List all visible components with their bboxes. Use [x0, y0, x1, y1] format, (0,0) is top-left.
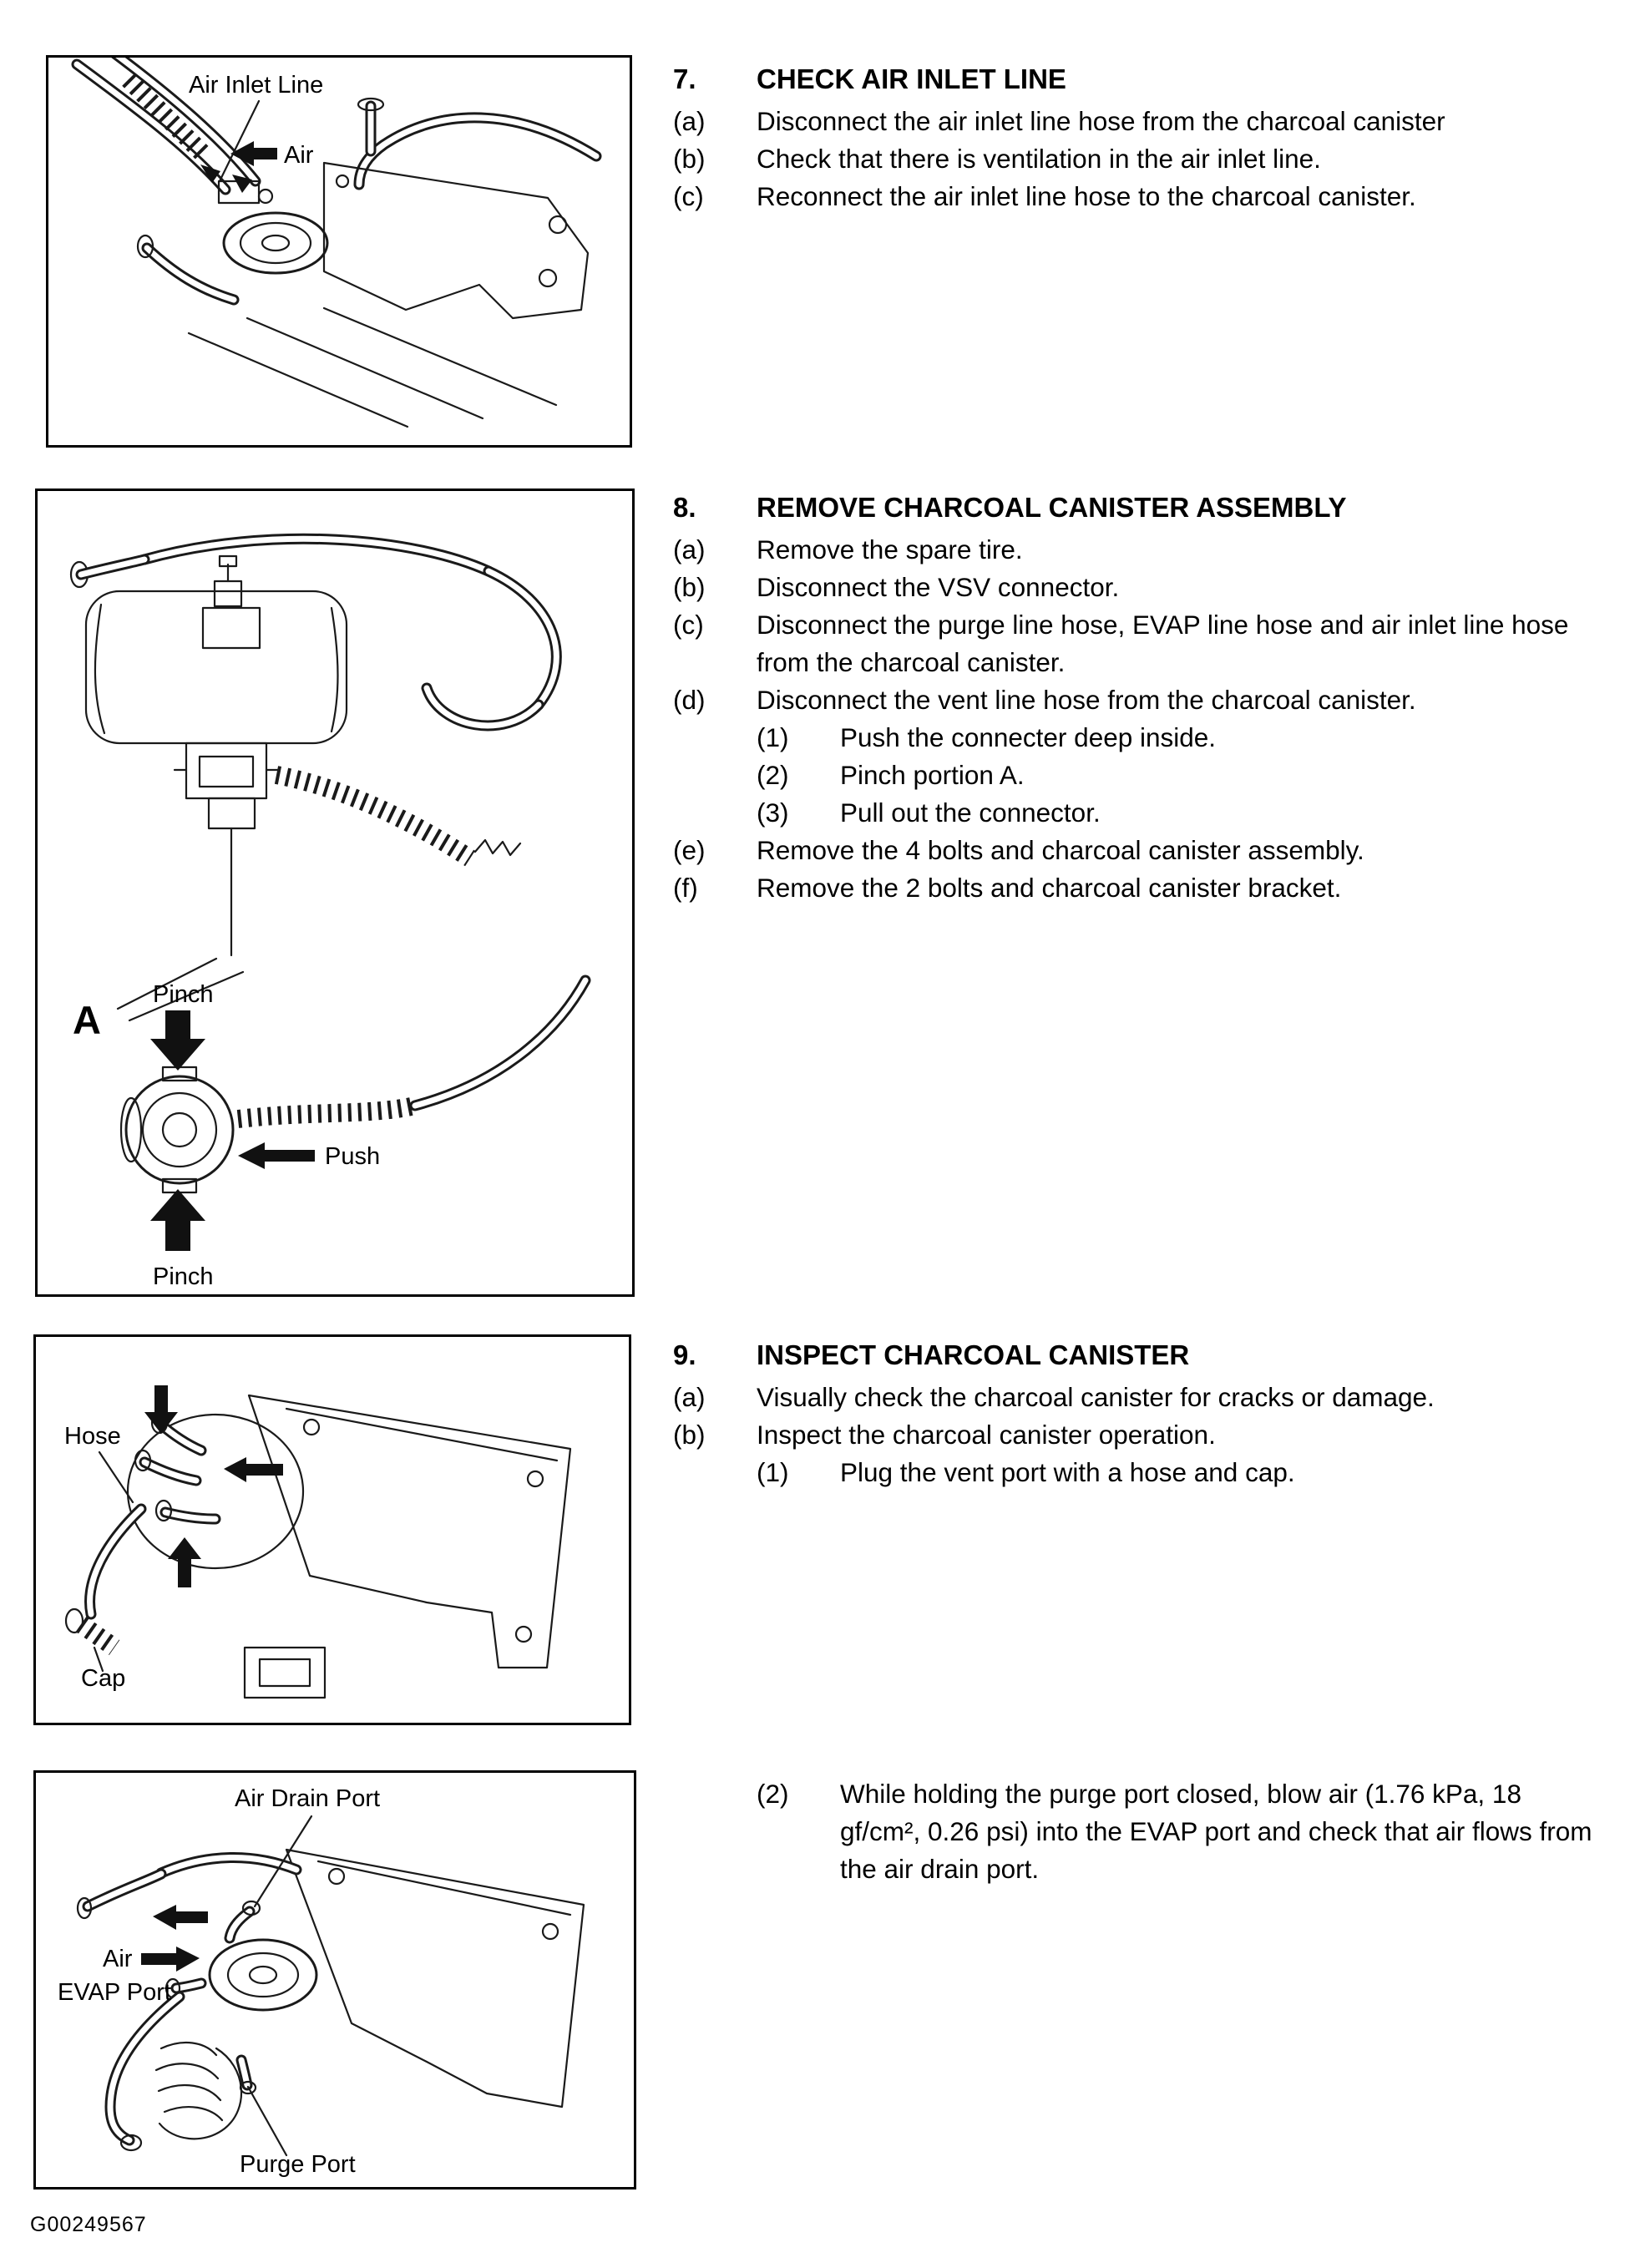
procedure-step [673, 531, 1598, 569]
fig2-label-a: A [73, 998, 101, 1042]
port-arrow-icon [168, 1537, 201, 1587]
step-label: (b) [673, 572, 706, 602]
step-text: Push the connecter deep inside. [840, 722, 1217, 752]
plug-cap [81, 1624, 114, 1648]
section-title: REMOVE CHARCOAL CANISTER ASSEMBLY [757, 492, 1347, 523]
fig1-label-air: Air [284, 142, 314, 169]
step-text: Disconnect the vent line hose from the charcoal canister. [757, 685, 1416, 715]
step-label: (e) [673, 835, 706, 865]
pinch-up-arrow-icon [150, 1189, 205, 1251]
figure-remove-canister [35, 489, 635, 1297]
step-text: Pinch portion A. [840, 760, 1025, 790]
step-text: Remove the spare tire. [757, 534, 1023, 564]
section-inspect-charcoal-canister [673, 1336, 1598, 1491]
step-text: Disconnect the air inlet line hose from the charcoal canister [757, 106, 1445, 136]
blow-air-illustration [36, 1773, 634, 2187]
vsv-connector [203, 608, 260, 648]
fig1-label-air-inlet-line: Air Inlet Line [189, 72, 324, 99]
canister-top [224, 213, 327, 273]
fig4-label-air: Air [103, 1946, 133, 1972]
section-number: 9. [673, 1339, 696, 1370]
step-text: While holding the purge port closed, blow air (1.76 kPa, 18 gf/cm², 0.26 psi) into the EVAP port and check that air flows from the air drain port. [840, 1779, 1592, 1884]
procedure-substep [673, 1454, 1598, 1491]
canister-body [210, 1940, 316, 2010]
step-text: Remove the 4 bolts and charcoal canister assembly. [757, 835, 1364, 865]
port-arrow-icon [224, 1457, 283, 1482]
step-label: (a) [673, 106, 706, 136]
canister-body [86, 591, 347, 743]
remove-canister-illustration [38, 491, 632, 1294]
section-check-air-inlet-line [673, 60, 1598, 215]
section-inspect-continuation [673, 1775, 1598, 1888]
step-text: Reconnect the air inlet line hose to the charcoal canister. [757, 181, 1416, 211]
step-label: (c) [673, 610, 704, 640]
section-number: 8. [673, 492, 696, 523]
fig3-label-hose: Hose [64, 1423, 121, 1450]
fig3-label-cap: Cap [81, 1665, 126, 1692]
corrugated-hose [238, 1106, 415, 1119]
step-text: Inspect the charcoal canister operation. [757, 1420, 1216, 1450]
step-label: (d) [673, 685, 706, 715]
flow-arrow-icon [153, 1905, 208, 1930]
step-label: (a) [673, 534, 706, 564]
procedure-step [673, 869, 1598, 907]
procedure-step [673, 1379, 1598, 1416]
procedure-step [673, 681, 1598, 719]
step-label: (2) [757, 760, 789, 790]
section-title: INSPECT CHARCOAL CANISTER [757, 1339, 1190, 1370]
step-text: Pull out the connector. [840, 797, 1101, 828]
fig2-label-pinch-bottom: Pinch [153, 1263, 214, 1290]
step-label: (b) [673, 1420, 706, 1450]
canister-body [128, 1415, 303, 1568]
step-text: Disconnect the purge line hose, EVAP line hose and air inlet line hose from the charcoal canister. [757, 610, 1569, 677]
fig2-label-push: Push [325, 1143, 381, 1170]
procedure-step [673, 140, 1598, 178]
fig4-label-purge-port: Purge Port [240, 2151, 356, 2178]
section-title: CHECK AIR INLET LINE [757, 63, 1066, 94]
step-label: (3) [757, 797, 789, 828]
procedure-substep [673, 719, 1598, 757]
push-left-arrow-icon [238, 1142, 315, 1169]
section-number: 7. [673, 63, 696, 94]
step-label: (1) [757, 722, 789, 752]
section-remove-charcoal-canister [673, 489, 1598, 907]
fig4-label-evap-port: EVAP Port [58, 1979, 171, 2006]
hand-sketch [156, 2043, 241, 2139]
step-label: (b) [673, 144, 706, 174]
step-label: (c) [673, 181, 704, 211]
step-label: (1) [757, 1457, 789, 1487]
figure-check-air-inlet [46, 55, 632, 448]
procedure-step [673, 103, 1598, 140]
procedure-substep [673, 757, 1598, 794]
vent-connector [186, 743, 266, 798]
procedure-substep [673, 1775, 1598, 1888]
leader-line [248, 2087, 286, 2155]
procedure-step [673, 569, 1598, 606]
procedure-step [673, 178, 1598, 215]
step-label: (f) [673, 873, 698, 903]
air-inlet-illustration [48, 58, 630, 445]
figure-code: G00249567 [30, 2213, 147, 2236]
corrugated-hose [276, 775, 470, 858]
air-arrow-icon [141, 1947, 200, 1972]
pinch-down-arrow-icon [150, 1010, 205, 1071]
section-heading [673, 489, 1598, 526]
bracket-foot [245, 1648, 325, 1698]
procedure-substep [673, 794, 1598, 832]
step-text: Visually check the charcoal canister for cracks or damage. [757, 1382, 1435, 1412]
fig4-label-air-drain-port: Air Drain Port [235, 1785, 381, 1812]
figure-inspect-canister [33, 1334, 631, 1725]
step-text: Check that there is ventilation in the air inlet line. [757, 144, 1321, 174]
step-text: Remove the 2 bolts and charcoal canister bracket. [757, 873, 1342, 903]
step-label: (a) [673, 1382, 706, 1412]
port-arrow-icon [144, 1385, 178, 1434]
procedure-step [673, 832, 1598, 869]
leader-line [99, 1452, 133, 1502]
bracket-plate [286, 1850, 584, 2107]
section-heading [673, 60, 1598, 98]
fig2-label-pinch-top: Pinch [153, 981, 214, 1008]
step-text: Plug the vent port with a hose and cap. [840, 1457, 1295, 1487]
step-text: Disconnect the VSV connector. [757, 572, 1120, 602]
procedure-step [673, 1416, 1598, 1454]
procedure-step [673, 606, 1598, 681]
step-label: (2) [757, 1779, 789, 1809]
figure-blow-air-test [33, 1770, 636, 2190]
inspect-canister-illustration [36, 1337, 629, 1723]
section-heading [673, 1336, 1598, 1374]
